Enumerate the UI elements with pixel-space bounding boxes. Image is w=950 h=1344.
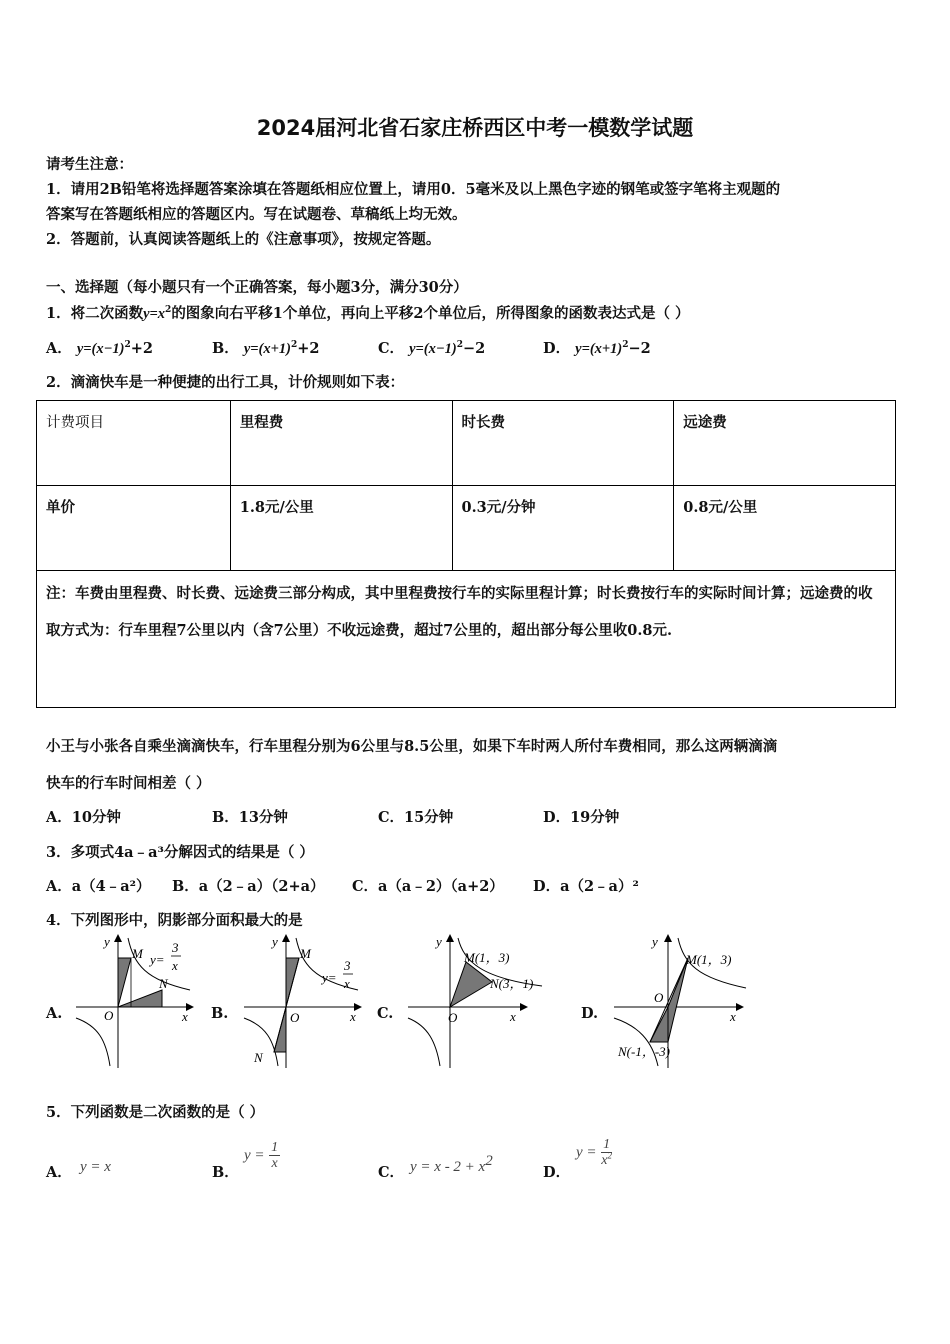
q5-option-c-expr: $y = x - 2 + x^2$ bbox=[410, 1153, 493, 1175]
q4-option-a-label[interactable]: A. bbox=[46, 1005, 63, 1022]
q4-option-d-label[interactable]: D. bbox=[581, 1005, 599, 1022]
fig-b-eq-num: 3 bbox=[344, 958, 351, 973]
q2-option-b[interactable]: B．13分钟 bbox=[212, 809, 288, 826]
q4-option-c-label[interactable]: C. bbox=[377, 1005, 394, 1022]
fig-a-n-label: N bbox=[159, 976, 168, 991]
table-header-cell: 里程费 bbox=[230, 401, 452, 486]
notice-line-1b: 答案写在答题纸相应的答题区内。写在试题卷、草稿纸上均无效。 bbox=[46, 206, 467, 223]
fig-d-y-label: y bbox=[652, 934, 658, 949]
fig-b-n-label: N bbox=[254, 1050, 263, 1065]
table-cell: 0.3元/分钟 bbox=[452, 486, 674, 571]
figure-c bbox=[402, 930, 552, 1070]
notice-line-2: 2．答题前，认真阅读答题纸上的《注意事项》，按规定答题。 bbox=[46, 231, 441, 248]
q2-option-d[interactable]: D．19分钟 bbox=[543, 809, 620, 826]
section-heading: 一、选择题（每小题只有一个正确答案，每小题3分，满分30分） bbox=[46, 279, 468, 296]
q3-option-c[interactable]: C．a（a﹣2）（a+2） bbox=[352, 878, 504, 895]
q5-option-a-expr: y = x bbox=[80, 1159, 111, 1175]
q2-stem: 2．滴滴快车是一种便捷的出行工具，计价规则如下表： bbox=[46, 374, 405, 391]
fig-c-n-label: N(3，1) bbox=[490, 976, 534, 991]
fig-d-n-label: N(-1，-3) bbox=[618, 1044, 670, 1059]
fig-a-o-label: O bbox=[104, 1008, 114, 1023]
q1-option-c[interactable]: C． $y=(x-1)^2-2$ bbox=[378, 340, 486, 357]
fig-c-m-label: M(1，3) bbox=[464, 950, 510, 965]
q3-option-b[interactable]: B．a（2﹣a）（2+a） bbox=[172, 878, 325, 895]
q3-option-a[interactable]: A．a（4﹣a²） bbox=[46, 878, 151, 895]
q5-option-d-label[interactable]: D． bbox=[543, 1164, 571, 1181]
q5-option-a-label[interactable]: A． bbox=[46, 1164, 72, 1181]
table-cell: 0.8元/公里 bbox=[674, 486, 896, 571]
q2-text-2: 快车的行车时间相差（ ） bbox=[46, 775, 211, 792]
q5-option-d-expr: y = $\frac{1}{x^2}$ bbox=[576, 1137, 612, 1168]
table-cell: 单价 bbox=[37, 486, 231, 571]
fig-b-eq-label: y= bbox=[322, 970, 337, 985]
q5-stem: 5．下列函数是二次函数的是（ ） bbox=[46, 1104, 265, 1121]
q1-option-b[interactable]: B． $y=(x+1)^2+2$ bbox=[212, 340, 320, 357]
q5-option-b-expr: y = $\frac{1}{x}$ bbox=[244, 1140, 279, 1171]
fig-a-eq-num: 3 bbox=[172, 940, 179, 955]
figure-d bbox=[612, 930, 752, 1070]
q1-stem: 1．将二次函数$y=x^2$的图象向右平移1个单位，再向上平移2个单位后，所得图象的函数表达式是（ ） bbox=[46, 305, 690, 322]
fig-a-y-label: y bbox=[104, 934, 110, 949]
table-note: 注：车费由里程费、时长费、远途费三部分构成，其中里程费按行车的实际里程计算；时长费按行车的实际时间计算；远途费的收取方式为：行车里程7公里以内（含7公里）不收远途费，超过7公里的，超出部分每公里收0.8元. bbox=[37, 571, 896, 708]
table-header-cell: 时长费 bbox=[452, 401, 674, 486]
fig-d-o-label: O bbox=[654, 990, 664, 1005]
table-header-cell: 计费项目 bbox=[37, 401, 231, 486]
fig-a-x-label: x bbox=[182, 1009, 188, 1024]
fig-c-y-label: y bbox=[436, 934, 442, 949]
fig-b-x-label: x bbox=[350, 1009, 356, 1024]
fig-b-m-label: M bbox=[300, 946, 311, 961]
table-header-cell: 远途费 bbox=[674, 401, 896, 486]
q2-option-c[interactable]: C．15分钟 bbox=[378, 809, 454, 826]
q5-option-b-label[interactable]: B． bbox=[212, 1164, 239, 1181]
fig-d-x-label: x bbox=[730, 1009, 736, 1024]
q3-stem: 3．多项式4a﹣a³分解因式的结果是（ ） bbox=[46, 844, 314, 861]
fig-b-eq-den: x bbox=[344, 976, 350, 991]
q1-option-a[interactable]: A． $y=(x-1)^2+2$ bbox=[46, 340, 153, 357]
notice-line-1a: 1．请用2B铅笔将选择题答案涂填在答题纸相应位置上，请用0．5毫米及以上黑色字迹的钢笔或签字笔将主观题的 bbox=[46, 181, 781, 198]
fig-c-x-label: x bbox=[510, 1009, 516, 1024]
q2-text-1: 小王与小张各自乘坐滴滴快车，行车里程分别为6公里与8.5公里，如果下车时两人所付车费相同，那么这两辆滴滴 bbox=[46, 738, 778, 755]
fig-a-m-label: M bbox=[132, 946, 143, 961]
fig-c-o-label: O bbox=[448, 1010, 458, 1025]
notice-heading: 请考生注意： bbox=[46, 156, 133, 173]
table-cell: 1.8元/公里 bbox=[230, 486, 452, 571]
q4-stem: 4．下列图形中，阴影部分面积最大的是 bbox=[46, 912, 303, 929]
q5-option-c-label[interactable]: C． bbox=[378, 1164, 405, 1181]
fee-table bbox=[36, 400, 896, 708]
fig-a-eq-den: x bbox=[172, 958, 178, 973]
fig-a-eq-label: y= bbox=[150, 952, 165, 967]
figure-a bbox=[68, 930, 198, 1070]
figure-b bbox=[236, 930, 366, 1070]
q4-option-b-label[interactable]: B. bbox=[211, 1005, 229, 1022]
fig-b-o-label: O bbox=[290, 1010, 300, 1025]
q2-option-a[interactable]: A．10分钟 bbox=[46, 809, 121, 826]
page-title: 2024届河北省石家庄桥西区中考一模数学试题 bbox=[256, 116, 694, 140]
fig-d-m-label: M(1，3) bbox=[686, 952, 732, 967]
q3-option-d[interactable]: D．a（2﹣a）² bbox=[533, 878, 639, 895]
q1-option-d[interactable]: D． $y=(x+1)^2-2$ bbox=[543, 340, 651, 357]
fig-b-y-label: y bbox=[272, 934, 278, 949]
